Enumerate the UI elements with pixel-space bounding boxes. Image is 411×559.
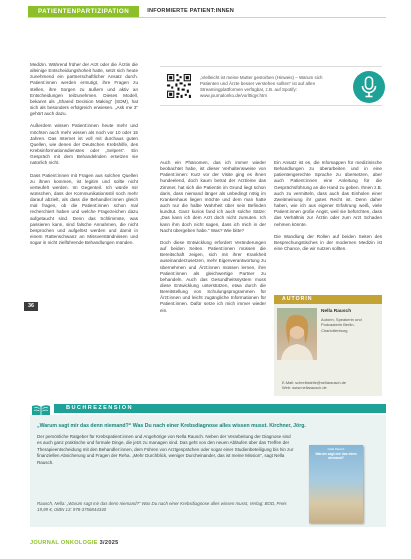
book-description: Der persönliche Ratgeber für Krebspatient:innen und Angehörige von Nella Rausch. Neben der Verarbeitung der Diagnose sind es auch ganz praktische und formale Dinge, die jetzt zu managen sind. Das geht von den neuen Abläufen über das Treffen der Therapieentscheidung mit den Behandler:innen, dem Führen von Arztgesprächen oder sogar einer Studienbeteiligung bis hin zur finanziellen Absicherung und Fragen der Reha. „Mehr Durchblick, weniger Durcheinander, das ist meine Mission“, sagt Nella Rausch. <box>37 434 294 465</box>
paragraph: Medizin. Während früher der Arzt oder die Ärztin die alleinige Entscheidungshoheit hatte, setzt sich heute zunehmend ein partnerschaftlicher Ansatz durch. Patient:innen werden ermutigt, ihre Fragen zu stellen, ihre Sorgen zu äußern und aktiv an Entscheidungen teilzunehmen. Dieses Modell, bekannt als „Shared Decision Making“ (SDM), hat sich als besonders erfolgreich erwiesen. „Ask me 3“ gehört auch dazu. <box>30 62 138 117</box>
book-title: „Warum sagt mir das denn niemand?“ Was Du nach einer Krebsdiagnose alles wissen musst. Kirchner, Jörg. <box>37 423 306 429</box>
author-heading: AUTORIN <box>274 295 382 304</box>
portrait-image <box>277 308 317 360</box>
author-name: Nella Rausch <box>321 309 352 314</box>
author-box <box>274 295 382 396</box>
header-divider <box>28 17 386 18</box>
book-review-box <box>30 415 386 527</box>
book-cover-image <box>309 445 363 523</box>
section-subtitle: INFORMIERTE PATIENT:INNEN <box>147 8 235 14</box>
author-photo <box>277 308 317 360</box>
section-tag: PATIENTENPARTIZIPATION <box>28 6 139 17</box>
qr-code-icon[interactable] <box>166 73 192 99</box>
author-info: Autorin, Speakerin und Podcasterin Berlin-Charlottenburg <box>321 317 362 333</box>
page-footer <box>30 540 119 546</box>
paragraph: Dass Patient:innen mit Fragen aus solchen Quellen zu ihnen kommen, ist legitim und sollte nicht verteufelt werden. Im Gegenteil. Ich würde mir wünschen, dass der Kommunikationsstil noch mehr darauf abzielt, als dass die Behandler:innen gleich mal fragen, ob die Patient:innen schon mal recherchiert haben und welche Fragezeichen dazu aufgetaucht sind. Denn das Schlimmste, was passieren kann, sind falsche Annahmen, die nicht besprochen und aufgelöst werden und damit in einem Rattenschwanz an Missverständnissen und sogar in nicht zielführende Behandlungen münden. <box>30 172 138 246</box>
text-column-1 <box>30 62 138 252</box>
book-citation: Rausch, Nella: „Warum sagt mir das denn niemand?“ Was Du nach einer Krebsdiagnose alles wissen musst, Verlag: BOD, Preis 19,99 €, ISBN 13: 978-3756844340 <box>37 501 287 513</box>
cover-title: Warum sagt mir das denn niemand? <box>315 452 357 461</box>
paragraph: Die Wandlung der Rollen auf beiden Seiten des Besprechungstisches in der modernen Medizin ist eine Chance, die wir nutzen sollten. <box>274 233 382 252</box>
author-email[interactable]: E-Mail: schreibstelle@nellarausch.de <box>282 380 347 385</box>
podcast-box <box>160 66 382 106</box>
book-review-heading: BUCHREZENSION <box>54 404 386 413</box>
text-column-2 <box>160 160 266 320</box>
podcast-text: „Vielleicht ist meine Mutter gestorben (Hinweis) – Warum sich Patienten und Ärzte besser verstehen sollten“ ist auf allen Streamingplattformen verfügbar, z.B. auf Spotify: www.journalonko.de/vorl0iqyr.htm <box>200 75 323 98</box>
paragraph: Auch ein Phänomen, das ich immer wieder beobachtet habe, ist dieser Verhaltensweise von Patient:innen: Kurz vor der Visite ging es ihnen hundeelend, doch kaum betrat der Arzt/eine das Zimmer, hat sich die Patientin im Grund liegt schon darin, dass niemand länger als unbedingt nötig im Krankenhaus liegen möchte und dem man hatte auch nur die halbe Wahrheit über sein Befinden kundtut. Ganz kurios fand ich auch solche Sätze: „Das kann ich dem Arzt doch nicht zumuten. Ich kann ihm doch nicht sagen, dass ich mich in der Nacht übergeben habe.“ Was? Wie bitte? <box>160 160 266 233</box>
paragraph: Doch diese Entwicklung erfordert Veränderungen auf beiden Seiten. Patient:innen müssen die Bereitschaft zeigen, sich mit ihrer Krankheit auseinanderzusetzen, mehr Eigenverantwortung zu übernehmen und Ärzt:innen müssen lernen, ihre Patient:innen als gleichwertige Partner zu behandeln. Auch das Gesundheitssystem muss diese Entwicklung unterstützen, etwa durch die Bereitstellung von Schulungsprogrammen für Ärzt:innen und leicht zugängliche Informationen für Patient:innen. Dafür setze ich mich immer wieder ein. <box>160 239 266 313</box>
page-number: 36 <box>24 302 38 311</box>
author-contact <box>282 380 380 390</box>
podcast-badge <box>353 71 385 103</box>
author-web[interactable]: Web: www.nellarausch.de <box>282 385 327 391</box>
journal-name: JOURNAL ONKOLOGIE <box>30 540 98 546</box>
microphone-icon <box>353 71 385 103</box>
cover-author: Nella Rausch <box>327 447 345 451</box>
paragraph: Ein Ansatz ist es, die Infomappen für medizinische Behandlungen zu überarbeiten und in eine patientengerechte Sprache zu übersetzen, aber auch Patient:innen eine Anleitung für die Gesprächsführung an die Hand zu geben. Ihnen z.B. auch zu vermitteln, dass auch das Einholen einer Zweitmeinung ihr gutes Recht ist. Denn daher haben, wie ich aus eigener Erfahrung weiß, viele Patient:innen große Angst, weil sie befürchten, dass das Verhältnis zur Ärztin oder zum Arzt Schaden nehmen könnte. <box>274 160 382 227</box>
section-header <box>28 6 386 17</box>
text-column-3 <box>274 160 382 258</box>
issue-number: 3/2025 <box>99 540 119 546</box>
paragraph: Außerdem wissen Patient:innen heute mehr und möchten auch mehr wissen als noch vor 10 oder 15 Jahren. Das Internet ist voll mit durchaus guten Quellen, wie denen der Deutschen Krebshilfe, des Krebsinformationsdienstes oder „Selpers“. Ein Gespräch mit dem Behandelnden ersetzen sie natürlich nicht. <box>30 123 138 166</box>
